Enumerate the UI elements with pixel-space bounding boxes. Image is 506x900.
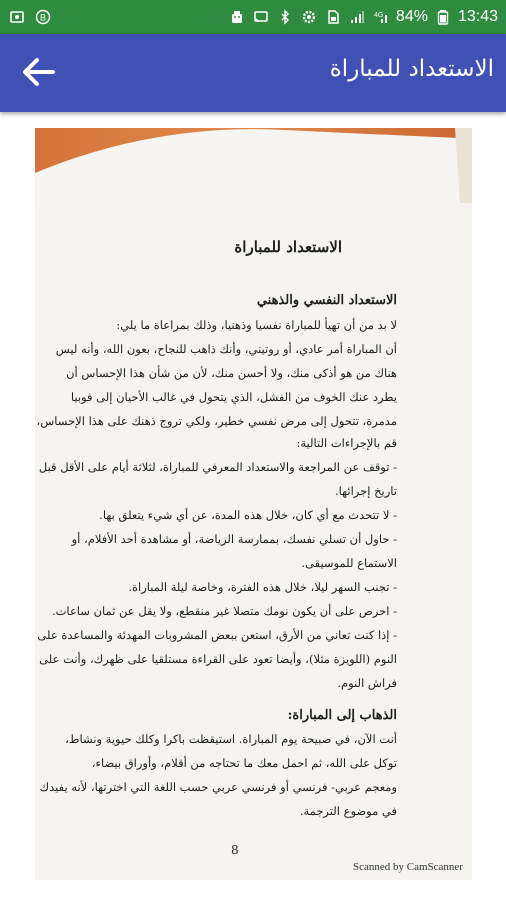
text-line: - لا تتحدث مع أي كان، خلال هذه المدة، عن أي شيء يتعلق بها. bbox=[99, 508, 397, 522]
back-button[interactable] bbox=[16, 54, 60, 94]
text-line: أنت الآن، في صبيحة يوم المباراة. استيقظت باكرا وكلك حيوية ونشاط، bbox=[65, 732, 397, 746]
text-line: - إذا كنت تعاني من الأرق، استعن ببعض المشروبات المهدئة والمساعدة على bbox=[37, 628, 397, 642]
app-title: الاستعداد للمباراة bbox=[329, 56, 494, 82]
4g-signal-icon bbox=[372, 8, 390, 26]
document-title: الاستعداد للمباراة bbox=[234, 238, 342, 256]
battery-percentage: 84% bbox=[395, 8, 428, 25]
text-line: يطرد عنك الخوف من الفشل، الذي يتحول في غالب الأحيان إلى فوبيا bbox=[70, 390, 397, 404]
text-line: في موضوع الترجمة. bbox=[299, 804, 397, 818]
notification-icon bbox=[8, 8, 26, 26]
text-line: هناك من هو أذكى منك، ولا أحسن منك، لأن من شأن هذا الإحساس أن bbox=[66, 366, 397, 380]
text-line: لا بد من أن تهيأ للمباراة نفسيا وذهنيا، وذلك بمراعاة ما يلي: bbox=[116, 318, 397, 332]
arrow-back-icon bbox=[21, 57, 55, 91]
b-icon bbox=[34, 8, 52, 26]
text-line: الاستماع للموسيقى. bbox=[301, 556, 397, 570]
text-line: - تجنب السهر ليلا، خلال هذه الفترة، وخاصة ليلة المباراة. bbox=[128, 580, 397, 594]
text-line: مدمرة، تتحول إلى مرض نفسي خطير، ولكي تروج ذهنك على هذا الإحساس، bbox=[36, 414, 397, 428]
section-heading: الذهاب إلى المباراة: bbox=[287, 708, 397, 723]
status-right-icons bbox=[228, 8, 506, 26]
text-line: فراش النوم. bbox=[337, 676, 397, 690]
clock: 13:43 bbox=[457, 8, 498, 25]
settings-icon bbox=[300, 8, 318, 26]
text-line: - احرص على أن يكون نومك متصلا غير منقطع، ولا يقل عن ثمان ساعات. bbox=[51, 604, 397, 618]
document-page bbox=[35, 128, 472, 880]
text-line: توكل على الله، ثم احمل معك ما تحتاجه من أقلام، وأوراق بيضاء، bbox=[91, 756, 397, 770]
text-line: قم بالإجراءات التالية: bbox=[296, 436, 397, 450]
status-bar bbox=[0, 0, 506, 34]
svg-text:B: B bbox=[39, 12, 47, 23]
signal-icon bbox=[348, 8, 366, 26]
battery-icon bbox=[434, 8, 452, 26]
bottom-area bbox=[0, 880, 506, 900]
status-left-icons bbox=[0, 8, 52, 26]
text-line: أن المباراة أمر عادي، أو روتيني، وأنك ذاهب للنجاح، بعون الله، وأنه ليس bbox=[55, 342, 397, 356]
bluetooth-icon bbox=[276, 8, 294, 26]
document-image[interactable] bbox=[35, 128, 472, 880]
cast-icon bbox=[252, 8, 270, 26]
section-heading: الاستعداد النفسي والذهني bbox=[256, 293, 397, 308]
svg-text:4G: 4G bbox=[373, 12, 384, 19]
app-bar bbox=[0, 34, 506, 112]
android-icon bbox=[228, 8, 246, 26]
scanner-watermark: Scanned by CamScanner bbox=[353, 861, 463, 873]
text-line: النوم (اللويزة مثلا)، وأيضا تعود على القراءة مستلقيا على ظهرك، وأنت على bbox=[39, 652, 397, 666]
page-number: 8 bbox=[231, 843, 239, 857]
sim-icon bbox=[324, 8, 342, 26]
text-line: - حاول أن تسلي نفسك، بممارسة الرياضة، أو مشاهدة أحد الأفلام، أو bbox=[71, 532, 397, 546]
text-line: تاريخ إجرائها. bbox=[334, 484, 397, 498]
text-line: ومعجم عربي- فرنسي أو فرنسي عربي حسب اللغة التي اخترتها، لأنه يفيدك bbox=[39, 780, 397, 794]
text-line: - توقف عن المراجعة والاستعداد المعرفي للمباراة، لثلاثة أيام على الأقل قبل bbox=[38, 460, 397, 474]
